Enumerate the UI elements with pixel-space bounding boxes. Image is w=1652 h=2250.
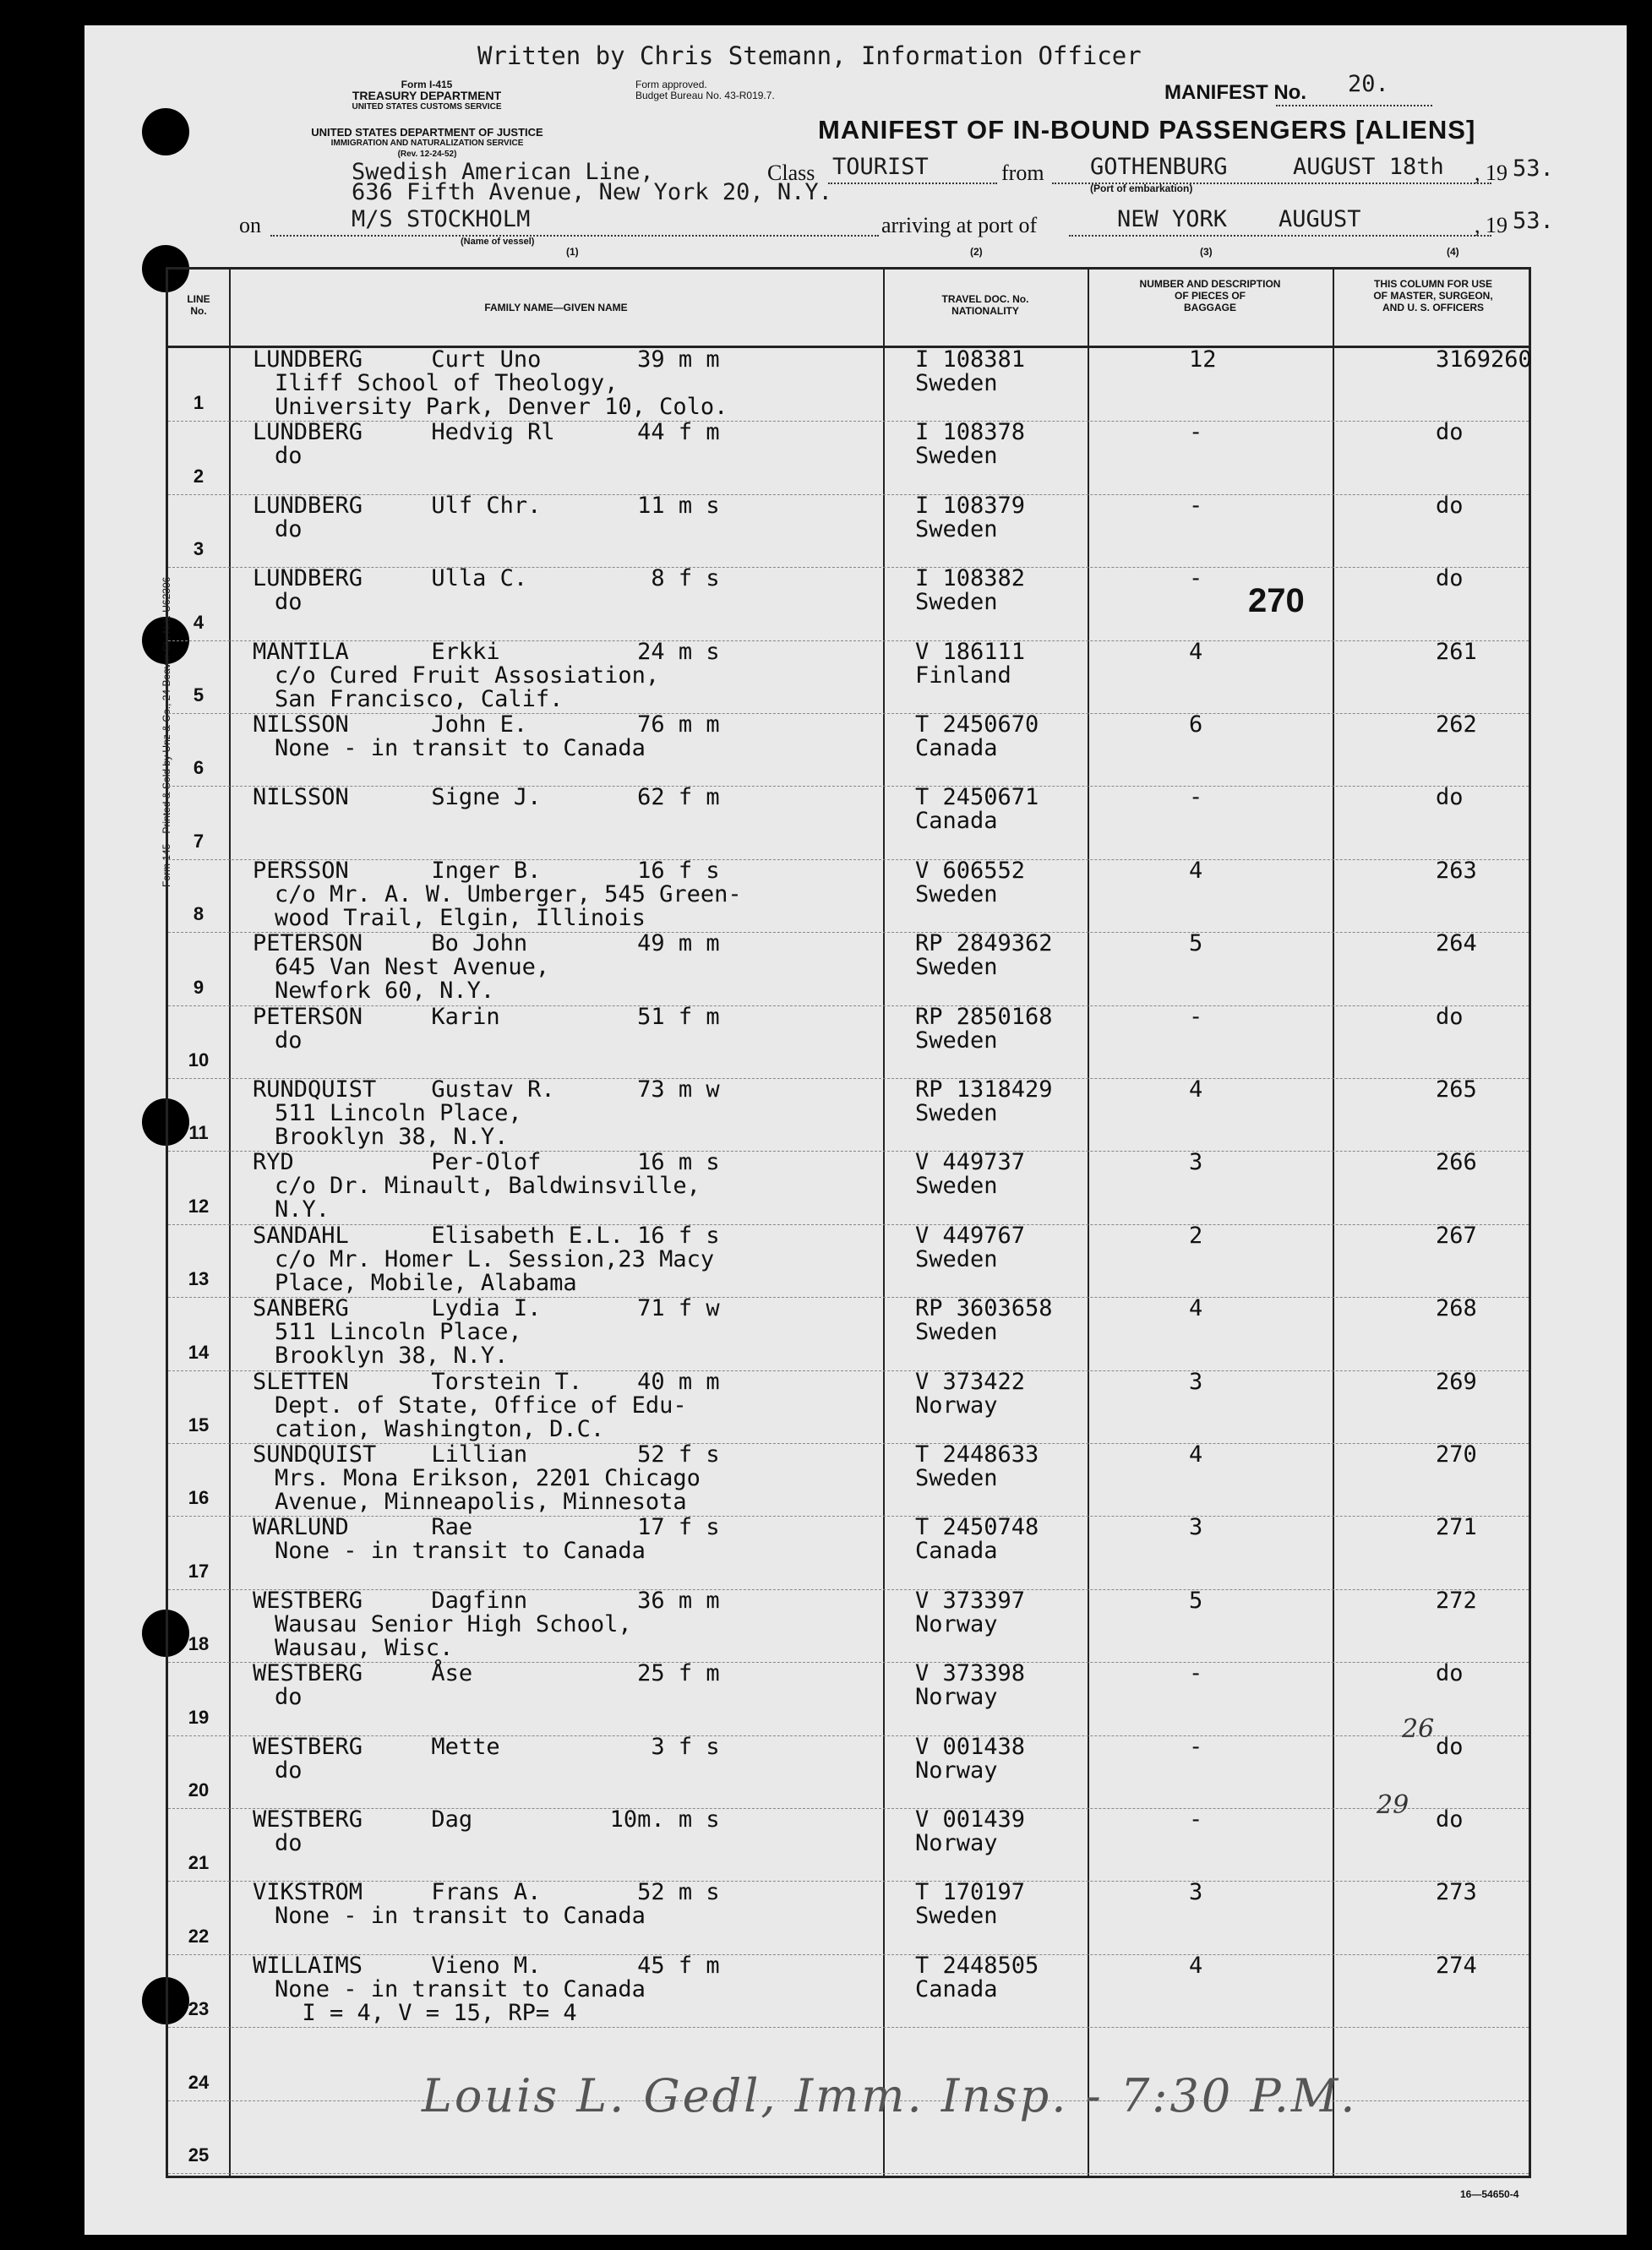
officer-note: 265 xyxy=(1436,1076,1477,1103)
baggage-count: - xyxy=(1189,419,1203,446)
officer-note: 261 xyxy=(1436,638,1477,665)
line-number: 6 xyxy=(193,757,204,779)
line-number: 17 xyxy=(188,1560,210,1582)
officer-note: do xyxy=(1436,419,1464,446)
arrival-year-label: , 19 xyxy=(1475,213,1508,237)
passenger-address: Dept. of State, Office of Edu- xyxy=(275,1392,687,1419)
baggage-count: - xyxy=(1189,565,1203,592)
passenger-name: SUNDQUIST Lillian 52 f s xyxy=(253,1441,720,1468)
baggage-count: - xyxy=(1189,1733,1203,1760)
passenger-address: Brooklyn 38, N.Y. xyxy=(275,1124,509,1150)
passenger-address: San Francisco, Calif. xyxy=(275,685,564,712)
travel-doc: V 449737 xyxy=(915,1149,1026,1176)
header-name: FAMILY NAME—GIVEN NAME xyxy=(484,302,628,313)
nationality: Finland xyxy=(915,662,1011,689)
nationality: Sweden xyxy=(915,370,998,396)
from-label: from xyxy=(1001,161,1044,185)
officer-note: 272 xyxy=(1436,1587,1477,1614)
baggage-count: 3 xyxy=(1189,1368,1203,1395)
nationality: Sweden xyxy=(915,1027,998,1054)
line-number: 13 xyxy=(188,1268,210,1290)
line-number: 23 xyxy=(188,1998,210,2020)
nationality: Canada xyxy=(915,808,998,835)
travel-doc: V 606552 xyxy=(915,857,1026,884)
passenger-address: do xyxy=(275,515,303,542)
line-number: 3 xyxy=(193,538,204,560)
baggage-count: - xyxy=(1189,1003,1203,1030)
line-number: 12 xyxy=(188,1195,210,1217)
baggage-count: 5 xyxy=(1189,930,1203,957)
passenger-name: PETERSON Karin 51 f m xyxy=(253,1003,720,1030)
baggage-count: - xyxy=(1189,1660,1203,1687)
baggage-count: 12 xyxy=(1189,346,1217,373)
class-value: TOURIST xyxy=(832,154,929,180)
passenger-name: WESTBERG Mette 3 f s xyxy=(253,1733,720,1760)
passenger-address: do xyxy=(275,443,303,470)
passenger-address: 511 Lincoln Place, xyxy=(275,1100,522,1126)
baggage-count: 4 xyxy=(1189,1076,1203,1103)
passenger-address: c/o Cured Fruit Assosiation, xyxy=(275,662,660,689)
officer-note: 273 xyxy=(1436,1879,1477,1906)
footer-code: 16—54650-4 xyxy=(1460,2188,1519,2200)
justice-block: UNITED STATES DEPARTMENT OF JUSTICE IMMIGRATION AND NATURALIZATION SERVICE (Rev. 12-24-52) xyxy=(311,126,543,159)
nationality: Sweden xyxy=(915,1173,998,1200)
nationality: Sweden xyxy=(915,1465,998,1491)
passenger-address: do xyxy=(275,589,303,616)
officer-note: 271 xyxy=(1436,1514,1477,1541)
passenger-name: SANBERG Lydia I. 71 f w xyxy=(253,1295,720,1322)
arriving-label: arriving at port of xyxy=(881,213,1038,237)
passenger-address: do xyxy=(275,1027,303,1054)
embark-date: AUGUST 18th xyxy=(1293,154,1444,180)
travel-doc: I 108378 xyxy=(915,419,1026,446)
nationality: Canada xyxy=(915,735,998,761)
travel-doc: T 170197 xyxy=(915,1879,1026,1906)
travel-doc: RP 2849362 xyxy=(915,930,1053,957)
nationality: Sweden xyxy=(915,515,998,542)
passenger-name: MANTILA Erkki 24 m s xyxy=(253,638,720,665)
nationality: Sweden xyxy=(915,880,998,907)
travel-doc: T 2448633 xyxy=(915,1441,1039,1468)
passenger-address: Wausau, Wisc. xyxy=(275,1634,454,1661)
punch-hole xyxy=(142,108,189,155)
passenger-address: 511 Lincoln Place, xyxy=(275,1319,522,1346)
passenger-name: VIKSTROM Frans A. 52 m s xyxy=(253,1879,720,1906)
passenger-address: Wausau Senior High School, xyxy=(275,1610,632,1637)
line-number: 8 xyxy=(193,903,204,925)
baggage-count: - xyxy=(1189,784,1203,811)
travel-doc: V 001439 xyxy=(915,1806,1026,1833)
passenger-address: None - in transit to Canada xyxy=(275,1903,646,1930)
officer-note: 270 xyxy=(1436,1441,1477,1468)
nationality: Sweden xyxy=(915,443,998,470)
nationality: Norway xyxy=(915,1757,998,1784)
handwritten-note: 29 xyxy=(1377,1790,1409,1820)
passenger-address: I = 4, V = 15, RP= 4 xyxy=(275,1999,577,2026)
officer-note: 263 xyxy=(1436,857,1477,884)
officer-note: do xyxy=(1436,1806,1464,1833)
baggage-count: 4 xyxy=(1189,638,1203,665)
nationality: Norway xyxy=(915,1610,998,1637)
passenger-address: cation, Washington, D.C. xyxy=(275,1415,605,1442)
class-label: Class xyxy=(767,161,815,185)
baggage-total: 270 xyxy=(1248,582,1305,619)
header-line-no: LINE No. xyxy=(187,293,210,317)
passenger-address: None - in transit to Canada xyxy=(275,1975,646,2002)
on-label: on xyxy=(239,213,261,237)
nationality: Canada xyxy=(915,1975,998,2002)
passenger-address: c/o Mr. Homer L. Session,23 Macy xyxy=(275,1245,715,1272)
officer-note: do xyxy=(1436,1733,1464,1760)
passenger-name: NILSSON John E. 76 m m xyxy=(253,711,720,738)
line-number: 5 xyxy=(193,684,204,706)
nationality: Sweden xyxy=(915,1100,998,1126)
passenger-name: SANDAHL Elisabeth E.L. 16 f s xyxy=(253,1222,720,1249)
row-separator xyxy=(168,2173,1529,2174)
line-number: 14 xyxy=(188,1341,210,1363)
line-number: 7 xyxy=(193,830,204,852)
passenger-address: N.Y. xyxy=(275,1196,330,1223)
travel-doc: RP 3603658 xyxy=(915,1295,1053,1322)
line-number: 16 xyxy=(188,1487,210,1509)
officer-note: 267 xyxy=(1436,1222,1477,1249)
col-number-1: (1) xyxy=(566,246,579,258)
line-number: 22 xyxy=(188,1925,210,1947)
line-number: 4 xyxy=(193,611,204,633)
form-block: Form I-415 TREASURY DEPARTMENT UNITED STATES CUSTOMS SERVICE xyxy=(352,79,502,112)
arrival-month: AUGUST xyxy=(1279,206,1361,232)
author-line: Written by Chris Stemann, Information Officer xyxy=(477,41,1142,70)
vessel-note: (Name of vessel) xyxy=(461,237,535,247)
baggage-count: 3 xyxy=(1189,1879,1203,1906)
passenger-address: Avenue, Minneapolis, Minnesota xyxy=(275,1489,687,1515)
baggage-count: - xyxy=(1189,1806,1203,1833)
travel-doc: I 108382 xyxy=(915,565,1026,592)
passenger-address: c/o Mr. A. W. Umberger, 545 Green- xyxy=(275,880,742,907)
nationality: Sweden xyxy=(915,589,998,616)
arrival-port: NEW YORK xyxy=(1117,206,1228,232)
passenger-name: PETERSON Bo John 49 m m xyxy=(253,930,720,957)
line-number: 10 xyxy=(188,1049,210,1071)
nationality: Canada xyxy=(915,1538,998,1565)
baggage-count: 3 xyxy=(1189,1149,1203,1176)
nationality: Sweden xyxy=(915,954,998,981)
baggage-count: 4 xyxy=(1189,1952,1203,1979)
travel-doc: V 373397 xyxy=(915,1587,1026,1614)
arrival-year: 53. xyxy=(1513,208,1554,234)
line-number: 20 xyxy=(188,1779,210,1801)
shipping-address: 636 Fifth Avenue, New York 20, N.Y. xyxy=(352,179,832,205)
travel-doc: V 449767 xyxy=(915,1222,1026,1249)
officer-note: do xyxy=(1436,1003,1464,1030)
travel-doc: I 108379 xyxy=(915,492,1026,519)
passenger-name: WESTBERG Dagfinn 36 m m xyxy=(253,1587,720,1614)
line-number: 18 xyxy=(188,1633,210,1655)
passenger-address: None - in transit to Canada xyxy=(275,1538,646,1565)
travel-doc: RP 2850168 xyxy=(915,1003,1053,1030)
officer-note: 264 xyxy=(1436,930,1477,957)
travel-doc: T 2450748 xyxy=(915,1514,1039,1541)
baggage-count: 4 xyxy=(1189,857,1203,884)
passenger-name: SLETTEN Torstein T. 40 m m xyxy=(253,1368,720,1395)
officer-note: 266 xyxy=(1436,1149,1477,1176)
baggage-count: 4 xyxy=(1189,1295,1203,1322)
officer-note: 269 xyxy=(1436,1368,1477,1395)
header-doc: TRAVEL DOC. No. NATIONALITY xyxy=(941,293,1029,317)
line-number: 24 xyxy=(188,2071,210,2093)
officer-note: do xyxy=(1436,492,1464,519)
passenger-name: WESTBERG Åse 25 f m xyxy=(253,1660,720,1687)
col-number-4: (4) xyxy=(1447,246,1459,258)
line-number: 21 xyxy=(188,1852,210,1874)
passenger-name: WARLUND Rae 17 f s xyxy=(253,1514,720,1541)
nationality: Norway xyxy=(915,1830,998,1856)
passenger-address: do xyxy=(275,1684,303,1711)
line-number: 19 xyxy=(188,1706,210,1728)
travel-doc: V 373422 xyxy=(915,1368,1026,1395)
printer-imprint: Form 145—Printed & Sold by Unz & Co., 24 Beaver St., N.Y. U62306 xyxy=(161,576,172,887)
col-number-3: (3) xyxy=(1200,246,1213,258)
passenger-address: Brooklyn 38, N.Y. xyxy=(275,1343,509,1370)
passenger-name: LUNDBERG Ulf Chr. 11 m s xyxy=(253,492,720,519)
passenger-address: wood Trail, Elgin, Illinois xyxy=(275,904,646,931)
passenger-address: University Park, Denver 10, Colo. xyxy=(275,394,728,420)
line-number: 11 xyxy=(188,1122,209,1144)
travel-doc: RP 1318429 xyxy=(915,1076,1053,1103)
embark-year: 53. xyxy=(1513,155,1554,182)
passenger-name: RYD Per-Olof 16 m s xyxy=(253,1149,720,1176)
travel-doc: V 373398 xyxy=(915,1660,1026,1687)
passenger-name: NILSSON Signe J. 62 f m xyxy=(253,784,720,811)
col-number-2: (2) xyxy=(970,246,983,258)
passenger-name: PERSSON Inger B. 16 f s xyxy=(253,857,720,884)
manifest-no-label: MANIFEST No. xyxy=(1164,81,1306,104)
vessel-name: M/S STOCKHOLM xyxy=(352,206,531,232)
passenger-address: do xyxy=(275,1757,303,1784)
passenger-table xyxy=(166,267,1531,2178)
officer-note: 268 xyxy=(1436,1295,1477,1322)
budget-approval: Form approved. Budget Bureau No. 43-R019.7. xyxy=(635,79,775,101)
passenger-name: LUNDBERG Hedvig Rl 44 f m xyxy=(253,419,720,446)
officer-note: 274 xyxy=(1436,1952,1477,1979)
passenger-address: do xyxy=(275,1830,303,1856)
travel-doc: V 186111 xyxy=(915,638,1026,665)
passenger-address: Mrs. Mona Erikson, 2201 Chicago xyxy=(275,1465,701,1491)
passenger-name: LUNDBERG Ulla C. 8 f s xyxy=(253,565,720,592)
line-number: 25 xyxy=(188,2144,210,2166)
passenger-address: None - in transit to Canada xyxy=(275,735,646,761)
passenger-address: Iliff School of Theology, xyxy=(275,370,619,396)
officer-note: do xyxy=(1436,1660,1464,1687)
baggage-count: 5 xyxy=(1189,1587,1203,1614)
passenger-address: c/o Dr. Minault, Baldwinsville, xyxy=(275,1173,701,1200)
baggage-count: 4 xyxy=(1189,1441,1203,1468)
line-number: 15 xyxy=(188,1414,210,1436)
travel-doc: T 2450670 xyxy=(915,711,1039,738)
manifest-no: 20. xyxy=(1348,71,1389,97)
baggage-count: 6 xyxy=(1189,711,1203,738)
nationality: Sweden xyxy=(915,1245,998,1272)
inspector-signature: Louis L. Gedl, Imm. Insp. - 7:30 P.M. xyxy=(422,2069,1358,2122)
travel-doc: V 001438 xyxy=(915,1733,1026,1760)
header-baggage: NUMBER AND DESCRIPTION OF PIECES OF BAGGAGE xyxy=(1139,278,1281,313)
officer-note: do xyxy=(1436,565,1464,592)
passenger-address: Place, Mobile, Alabama xyxy=(275,1269,577,1296)
year-label: , 19 xyxy=(1475,161,1508,185)
baggage-count: - xyxy=(1189,492,1203,519)
port-note: (Port of embarkation) xyxy=(1090,183,1193,194)
line-number: 9 xyxy=(193,976,204,998)
passenger-address: 645 Van Nest Avenue, xyxy=(275,954,550,981)
nationality: Sweden xyxy=(915,1903,998,1930)
line-number: 2 xyxy=(193,465,204,487)
passenger-name: WESTBERG Dag 10m. m s xyxy=(253,1806,720,1833)
row-separator xyxy=(168,2027,1529,2028)
baggage-count: 2 xyxy=(1189,1222,1203,1249)
handwritten-note: 26 xyxy=(1402,1714,1435,1744)
shipping-line: Swedish American Line, xyxy=(352,159,654,185)
passenger-name: WILLAIMS Vieno M. 45 f m xyxy=(253,1952,720,1979)
embark-port: GOTHENBURG xyxy=(1090,154,1228,180)
passenger-name: LUNDBERG Curt Uno 39 m m xyxy=(253,346,720,373)
officer-note: 3169260 xyxy=(1436,346,1532,373)
nationality: Norway xyxy=(915,1392,998,1419)
header-officers: THIS COLUMN FOR USE OF MASTER, SURGEON, AND U. S. OFFICERS xyxy=(1373,278,1493,313)
passenger-name: RUNDQUIST Gustav R. 73 m w xyxy=(253,1076,720,1103)
manifest-title: MANIFEST OF IN-BOUND PASSENGERS [ALIENS] xyxy=(818,115,1476,144)
officer-note: 262 xyxy=(1436,711,1477,738)
nationality: Norway xyxy=(915,1684,998,1711)
travel-doc: T 2448505 xyxy=(915,1952,1039,1979)
travel-doc: T 2450671 xyxy=(915,784,1039,811)
passenger-address: Newfork 60, N.Y. xyxy=(275,978,495,1005)
nationality: Sweden xyxy=(915,1319,998,1346)
baggage-count: 3 xyxy=(1189,1514,1203,1541)
line-number: 1 xyxy=(193,392,204,414)
officer-note: do xyxy=(1436,784,1464,811)
travel-doc: I 108381 xyxy=(915,346,1026,373)
